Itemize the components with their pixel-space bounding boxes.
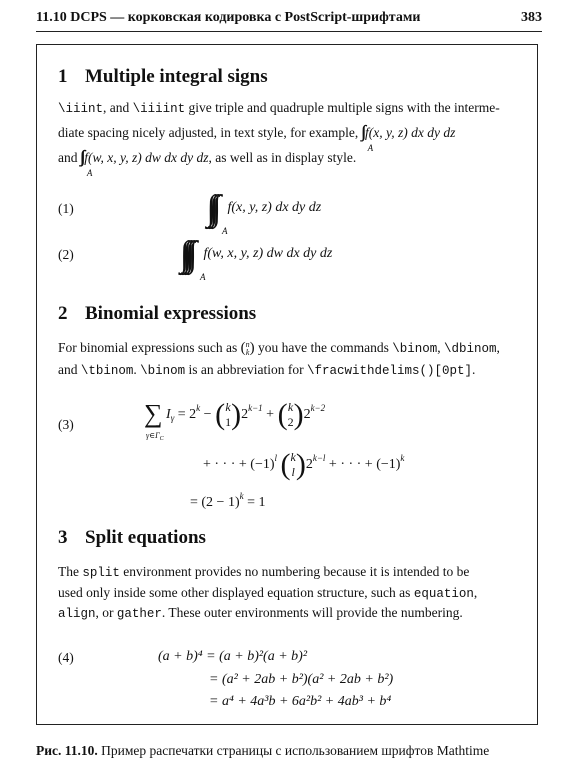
code-align: align (58, 607, 96, 621)
section-2-heading (58, 303, 256, 325)
s2-line-2 (58, 362, 475, 378)
term: + · · · + (−1) (203, 457, 275, 473)
integral-limit: A (367, 143, 374, 153)
text: and (58, 150, 81, 165)
equation-number-4: (4) (58, 650, 74, 665)
equation-2 (188, 236, 333, 282)
code-tbinom: \tbinom (80, 364, 134, 378)
exponent: k−1 (248, 403, 263, 414)
text: diate spacing nicely adjusted, in text style, for example, (58, 125, 362, 140)
code-dbinom: \dbinom (443, 342, 497, 356)
integrand: f(w, x, y, z) dw dx dy dz (203, 246, 333, 261)
binom-bottom: l (291, 465, 295, 479)
sum-index: γ∈Γ (146, 431, 160, 440)
equation-number-2: (2) (58, 247, 74, 262)
code-split: split (82, 566, 120, 580)
term-i: I (166, 407, 171, 423)
text: environment provides no numbering because it is intended to be (119, 564, 470, 579)
exponent: l (274, 453, 278, 464)
operator: − (203, 407, 212, 423)
text: give triple and quadruple multiple signs with the interme- (185, 100, 500, 115)
binom-top: k (287, 400, 294, 414)
binom-top: n (245, 339, 250, 349)
section-number: 3 (58, 527, 68, 548)
text: , as well as in display style. (208, 150, 357, 165)
section-title: Multiple integral signs (85, 66, 268, 87)
term: + · · · + (−1) (328, 457, 401, 473)
code-iiint: \iiint (58, 102, 104, 116)
operator: + (266, 407, 275, 423)
equation-3-line-2: + · · · + $(-1)^l$ (k $l)2^{k-l}$ + · · · + $(-1)^k$ (203, 448, 405, 481)
equation-4-line-3: = a⁴ + 4a³b + 6a²b² + 4ab³ + b⁴ (209, 694, 392, 709)
text: , or (95, 605, 117, 620)
text: For binomial expressions such as (58, 340, 241, 355)
binom-bottom: 1 (225, 415, 232, 429)
code-binom: \binom (392, 342, 438, 356)
text: . (133, 362, 141, 377)
s2-line-1: For binomial expressions such as (n k) you have the commands \binom, \dbinom, (58, 339, 500, 357)
binom-top: k (290, 450, 296, 464)
header-title: 11.10 DCPS — корковская кодировка с PostScript-шрифтами (36, 10, 421, 25)
text: and (58, 362, 81, 377)
s1-line-2 (58, 122, 456, 153)
text: , (473, 585, 478, 600)
binom-bottom: k (245, 347, 250, 357)
integrand: f(w, x, y, z) dw dx dy dz (84, 150, 209, 165)
section-number: 2 (58, 303, 68, 324)
s3-line-2 (58, 585, 477, 601)
s3-line-1 (58, 564, 469, 580)
code-gather: gather (116, 607, 162, 621)
term: = 1 (243, 495, 266, 510)
sum-sign: ∑ (144, 399, 163, 429)
term: 2 (303, 407, 311, 423)
term: = 2 (177, 407, 197, 423)
equation-4-line-2: = (a² + 2ab + b²)(a² + 2ab + b²) (209, 672, 394, 687)
integrand: f(x, y, z) dx dy dz (365, 125, 456, 140)
inline-quadruple-integral (81, 150, 209, 178)
term: 2 (241, 407, 249, 423)
section-title: Binomial expressions (85, 303, 257, 324)
s1-line-3 (58, 147, 357, 178)
exponent: k−2 (310, 403, 326, 414)
inline-triple-integral (362, 125, 456, 153)
s3-line-3 (58, 605, 463, 621)
code-binom: \binom (140, 364, 186, 378)
caption-text: Пример распечатки страницы с использованием шрифтов Mathtime (97, 743, 490, 758)
section-number: 1 (58, 66, 68, 87)
s1-line-1 (58, 100, 500, 116)
term: = (2 − 1) (190, 495, 240, 510)
equation-number-3: (3) (58, 417, 74, 432)
integral-limit: A (222, 226, 228, 236)
integral-limit: A (86, 168, 93, 178)
term-i-sub: γ (170, 413, 175, 424)
equation-3-line-1: ∑ $\gamma\in\Gamma_C$ $I_\gamma = 2^k - (k$ $1)2^{k-1} + (k$ $2)2^{k-2}$ (144, 398, 326, 442)
equation-3-line-3 (190, 491, 266, 511)
text: , (437, 340, 444, 355)
binom-bottom: 2 (287, 415, 294, 429)
code-equation: equation (413, 587, 474, 601)
caption-label: Рис. 11.10. (36, 743, 98, 758)
sum-index-sub: C (159, 436, 164, 442)
equation-4-line-1: (a + b)⁴ = (a + b)²(a + b)² (158, 649, 308, 664)
exponent: k (400, 453, 405, 464)
page-number: 383 (521, 10, 542, 25)
section-3-heading (58, 527, 206, 549)
header-rule (36, 31, 542, 32)
binom-top: k (225, 400, 231, 414)
sum-subscript (146, 431, 164, 442)
text: The (58, 564, 83, 579)
code-fracwithdelims: \frac​withdelims()[0pt] (307, 364, 473, 378)
running-header (36, 10, 542, 30)
text: is an abbreviation for (185, 362, 307, 377)
section-1-heading (58, 66, 268, 88)
exponent: k (239, 491, 244, 501)
text: , (496, 340, 500, 355)
text: . These outer environments will provide the numbering. (161, 605, 463, 620)
exponent: k−l (312, 453, 326, 464)
equation-1 (212, 190, 322, 236)
text: you have the commands (254, 340, 393, 355)
figure-caption (36, 743, 489, 759)
text: , and (103, 100, 133, 115)
text: used only inside some other displayed equation structure, such as (58, 585, 414, 600)
integrand: f(x, y, z) dx dy dz (227, 200, 322, 215)
equation-number-1: (1) (58, 201, 74, 216)
code-iiiint: \iiiint (132, 102, 186, 116)
integral-limit: A (200, 272, 206, 282)
section-title: Split equations (85, 527, 206, 548)
text: . (472, 362, 476, 377)
exponent: k (196, 403, 201, 414)
term: 2 (305, 457, 313, 473)
